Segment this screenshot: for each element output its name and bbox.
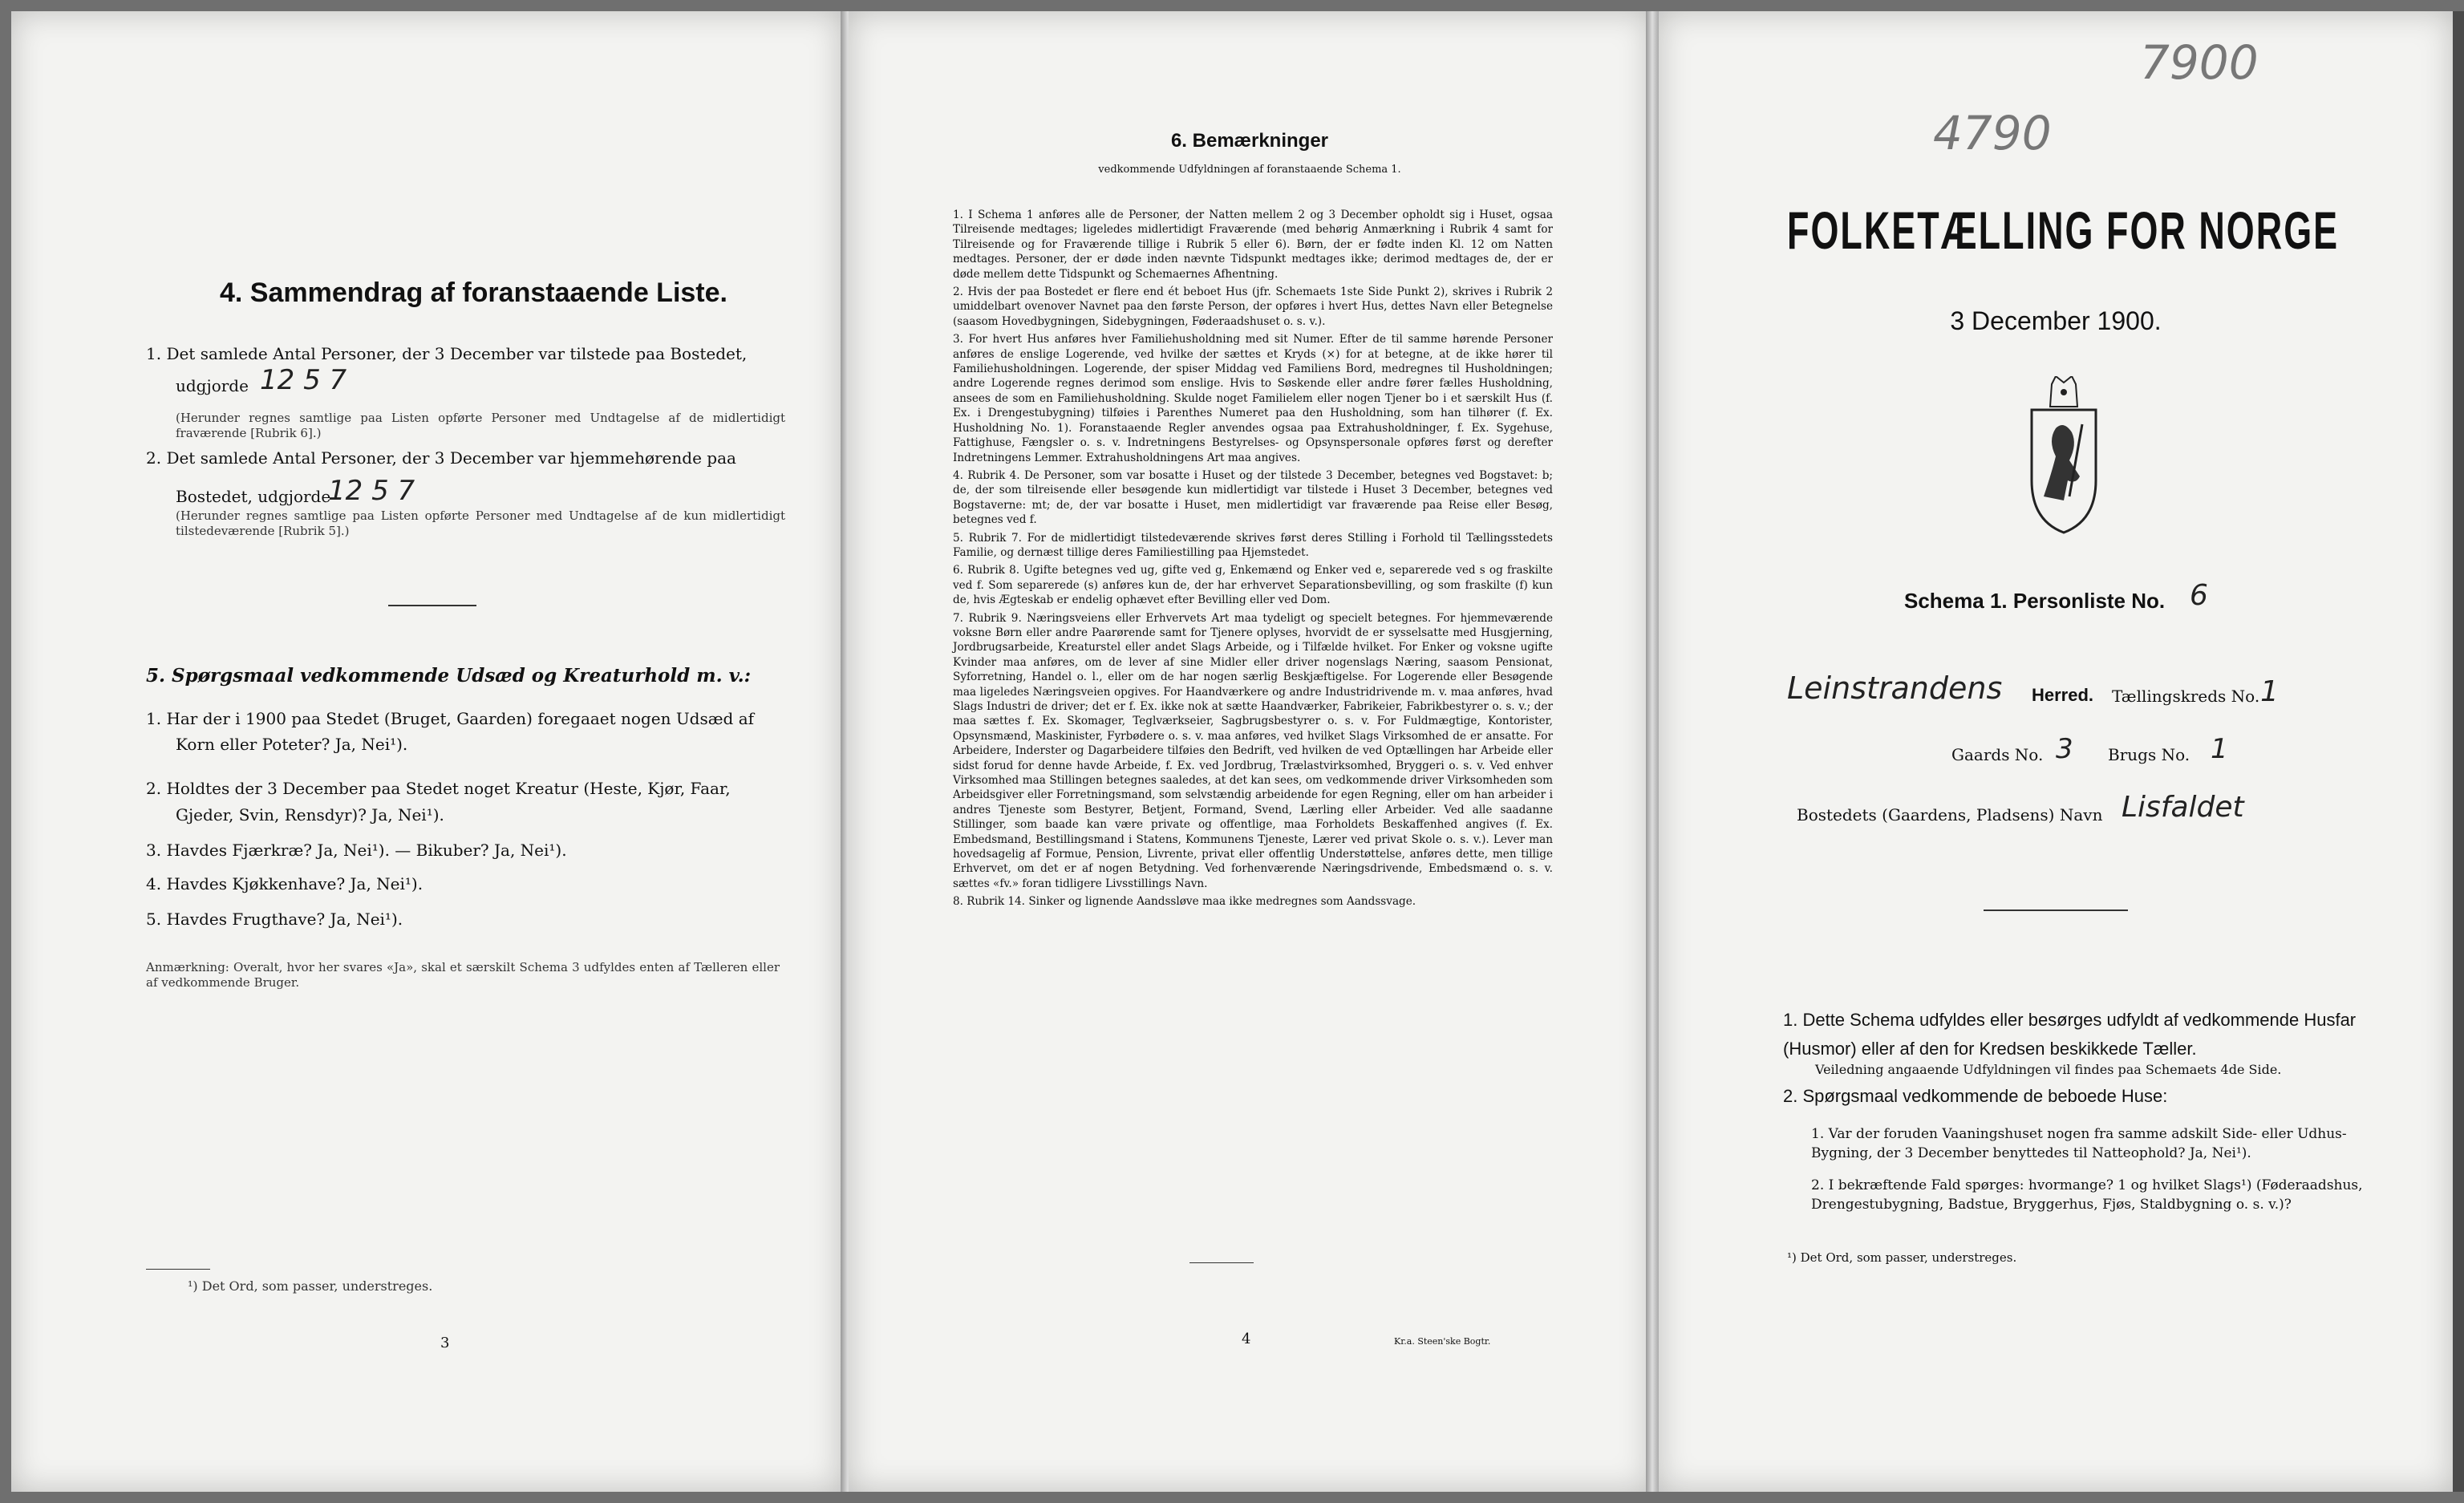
divider [388,605,476,606]
kreds-label: Tællingskreds No. [2112,687,2260,706]
remarks-list [953,208,1553,909]
question-2-label: Bostedet, udgjorde [176,487,331,506]
section-5-q1: 1. Har der i 1900 paa Stedet (Bruget, Gaarden) foregaaet nogen Udsæd af [146,709,755,728]
remark-item-7: 7. Rubrik 9. Næringsveiens eller Erhvervets Art maa tydeligt og specielt betegnes. For hjemmeværende voksne Børn eller andre Paarørende samt for Tjenere oplyses, hvorvidt de er sysselsatte med Husgjerning, Jordbrugsarbeide, Kreaturstel eller andet Slags Arbeide, og i Tilfælde hvilket. For Enker og voksne ugifte Kvinder maa anføres, om de lever af sine Midler eller driver nogenslags Næring, saasom Pensionat, Syforretning, Handel o. l., eller om de har nogen særlig Beskjæftigelse. For Logerende eller Besøgende maa ligeledes Næringsveien opgives. For Haandværkere og andre Industridrivende m. v. maa anføres, hvad Slags Industri de driver; det er f. Ex. ikke nok at sætte Haandværker, Fabrikeier, Fabrikbestyrer o. s. v.; der maa sættes f. Ex. Skomager, Teglværkseier, Sagbrugsbestyrer o. s. v. For Fuldmægtige, Kontorister, Opsynsmænd, Maskinister, Fyrbødere o. s. v. maa anføres, ved hvilket Slags Virksomhed de er ansatte. For Arbeidere, Inderster og Dagarbeidere tilføies den Bedrift, ved hvilken de ved Optællingen har Arbeide eller sidst forud for denne havde Arbeide, f. Ex. ved Jordbrug, Trælastvirksomhed, Bryggeri o. s. v. Ved enhver Virksomhed maa Stillingen betegnes saaledes, at det kan sees, om vedkommende driver Virksomheden som Arbeidsgiver eller Forretningsmand, som selvstændig arbeidende for egen Regning, eller om han arbeider i andres Tjeneste som Bestyrer, Betjent, Formand, Svend, Lærling eller Arbeider. Ved alle saadanne Stillinger, som baade kan være private og offentlige, maa Forholdets Beskaffenhed angives (f. Ex. Embedsmand, Bestillingsmand i Statens, Kommunens Tjeneste, Lærer ved privat Skole o. s. v.). Lever man hovedsagelig af Formue, Pension, Livrente, privat eller offentlig Understøttelse, anføres dette, men tillige Erhvervet, om det er af nogen Betydning. Ved forhenværende Næringsdrivende, Embedsmænd o. s. v. sættes «fv.» foran tidligere Livsstillings Navn. [953,611,1553,890]
section-5-q1b: Korn eller Poteter? Ja, Nei¹). [176,735,408,754]
footnote: ¹) Det Ord, som passer, understreges. [1787,1250,2017,1265]
section-5-q5: 5. Havdes Frugthave? Ja, Nei¹). [146,909,403,929]
brugs-label: Brugs No. [2108,745,2190,764]
page-3 [11,11,841,1492]
remark-item-2: 2. Hvis der paa Bostedet er flere end ét beboet Hus (jfr. Schemaets 1ste Side Punkt 2), skrives i Rubrik 2 umiddelbart ovenover Navnet paa den første Person, der opføres i hvert Hus, dettes Navn eller Betegnelse (saasom Hovedbygningen, Sidebygningen, Føderaadshuset o. s. v.). [953,286,1553,328]
gaards-label: Gaards No. [1951,745,2044,764]
instruction-1: 1. Dette Schema udfyldes eller besørges udfyldt af vedkommende Husfar (Husmor) eller af den for Kredsen beskikkede Tæller. [1783,1010,2357,1059]
herred-label: Herred. [2032,685,2094,705]
bosted-label: Bostedets (Gaardens, Pladsens) Navn [1797,805,2103,824]
page-fold [1646,11,1659,1492]
right-edge [2453,11,2464,1492]
remark-item-6: 6. Rubrik 8. Ugifte betegnes ved ug, gifte ved g, Enkemænd og Enker ved e, separerede ved s og fraskilte ved f. Som separerede (s) anføres kun de, der har erhvervet Separationsbevilling, og som fraskilte (f) kun de, hvis Ægteskab er endelig ophævet efter Bevilling eller ved Dom. [953,564,1553,607]
section-6-title: 6. Bemærkninger [1170,130,1329,152]
section-5-q4: 4. Havdes Kjøkkenhave? Ja, Nei¹). [146,874,424,893]
question-2-note: (Herunder regnes samtlige paa Listen opførte Personer med Undtagelse af de kun midlertidigt tilstedeværende [Rubrik 5].) [176,508,785,538]
printer-imprint: Kr.a. Steen'ske Bogtr. [1394,1336,1491,1347]
document-title: FOLKETÆLLING FOR NORGE [1787,201,2340,260]
instruction-2: 2. Spørgsmaal vedkommende de beboede Huse: [1783,1086,2168,1106]
remark-item-8: 8. Rubrik 14. Sinker og lignende Aandssløve maa ikke medregnes som Aandssvage. [953,895,1416,909]
instruction-2-2: 2. I bekræftende Fald spørges: hvormange? 1 og hvilket Slags¹) (Føderaadshus, Drengestubygning, Badstue, Bryggerhus, Fjøs, Staldbygning o. s. v.)? [1811,1177,2363,1213]
section-5-q2: 2. Holdtes der 3 December paa Stedet noget Kreatur (Heste, Kjør, Faar, [146,779,731,798]
kreds-value: 1 [2260,675,2279,708]
page-number: 3 [440,1335,450,1351]
section-4-title: 4. Sammendrag af foranstaaende Liste. [220,278,727,308]
divider [1984,909,2128,911]
page-number: 4 [1242,1331,1251,1347]
footnote: ¹) Det Ord, som passer, understreges. [188,1278,433,1294]
remark-item-5: 5. Rubrik 7. For de midlertidigt tilstedeværende skrives først deres Stilling i Forhold til Tællingsstedets Familie, og dernæst tillige deres Familiestilling paa Hjemstedet. [953,531,1553,559]
census-date: 3 December 1900. [1950,306,2162,335]
footnote-divider [146,1269,210,1270]
herred-value: Leinstrandens [1787,670,2003,706]
page-1 [1659,11,2453,1492]
section-6-subtitle: vedkommende Udfyldningen af foranstaaende Schema 1. [1098,164,1401,176]
question-1-label: udgjorde [176,376,249,395]
section-5-q3: 3. Havdes Fjærkræ? Ja, Nei¹). — Bikuber? Ja, Nei¹). [146,841,567,860]
section-5-q2b: Gjeder, Svin, Rensdyr)? Ja, Nei¹). [176,805,444,824]
instruction-1-note: Veiledning angaaende Udfyldningen vil findes paa Schemaets 4de Side. [1815,1062,2282,1077]
bosted-value: Lisfaldet [2122,791,2244,824]
question-1-note: (Herunder regnes samtlige paa Listen opførte Personer med Undtagelse af de midlertidigt fraværende [Rubrik 6].) [176,411,785,440]
page-4 [849,11,1651,1492]
pencil-mark: 4790 [1933,106,2052,160]
brugs-value: 1 [2211,733,2228,765]
question-1: 1. Det samlede Antal Personer, der 3 December var tilstede paa Bostedet, [146,344,748,363]
question-2-value: 12 5 7 [328,475,415,507]
remark-item-1: 1. I Schema 1 anføres alle de Personer, der Natten mellem 2 og 3 December opholdt sig i Huset, ogsaa Tilreisende medtages; ligeledes midlertidigt Fraværende (med behørig Anmærkning i Rubrik 4 samt for Tilreisende og for Fraværende tillige i Rubrik 5 eller 6). Børn, der er fødte inden Kl. 12 om Natten medtages. Personer, der er døde inden nævnte Tidspunkt medtages ikke; derimod medtages de, der er døde mellem dette Tidspunkt og Schemaernes Afhentning. [953,209,1553,281]
coat-of-arms-icon [2020,376,2108,537]
instruction-2-1: 1. Var der foruden Vaaningshuset nogen fra samme adskilt Side- eller Udhus-Bygning, der 3 December benyttedes til Natteophold? Ja, Nei¹). [1811,1126,2347,1161]
pencil-mark: 7900 [2140,35,2259,90]
remark-item-4: 4. Rubrik 4. De Personer, som var bosatte i Huset og der tilstede 3 December, betegnes ved Bogstavet: b; de, der som tilreisende eller besøgende kun midlertidigt var tilstede i Huset 3 December, betegnes ved Bogstaverne: mt; de, der var bosatte i Huset, men midlertidigt var fraværende paa Reise eller Besøg, betegnes ved f. [953,468,1553,527]
schema-label: Schema 1. Personliste No. [1904,589,2166,613]
gaards-value: 3 [2056,733,2073,765]
schema-number: 6 [2190,579,2208,612]
remark: Anmærkning: Overalt, hvor her svares «Ja», skal et særskilt Schema 3 udfyldes enten af Tælleren eller af vedkommende Bruger. [146,960,780,990]
divider [1189,1262,1254,1263]
question-1-value: 12 5 7 [260,364,347,396]
remark-item-3: 3. For hvert Hus anføres hver Familiehusholdning med sit Numer. Efter de til samme hørende Personer anføres de enslige Logerende, ved hvilke der sættes et Kryds (×) for at betegne, at de ikke hører til Familiehusholdningen. Logerende, der spiser Middag ved Familiens Bord, medregnes til Husholdningen; andre Logerende regnes derimod som enslige. Hvis to Søskende eller andre fører fælles Husholdning, ansees de som en Familiehusholdning. Skulde noget Familielem eller nogen Tjener bo i et særskilt Hus (f. Ex. i Drengestubygning) tilføies i Parenthes Numeret paa den Husholdning, som han tilhører (f. Ex. Husholdning No. 1). Foranstaaende Regler anvendes ogsaa paa Extrahusholdninger, f. Ex. Sygehuse, Fattighuse, Fængsler o. s. v. Indretningens Bestyrelses- og Opsynspersonale opføres først og derefter Indretningens Lemmer. Extrahusholdningens Art maa angives. [953,333,1553,464]
section-5-title: 5. Spørgsmaal vedkommende Udsæd og Kreaturhold m. v.: [146,665,752,687]
question-2: 2. Det samlede Antal Personer, der 3 December var hjemmehørende paa [146,448,736,468]
